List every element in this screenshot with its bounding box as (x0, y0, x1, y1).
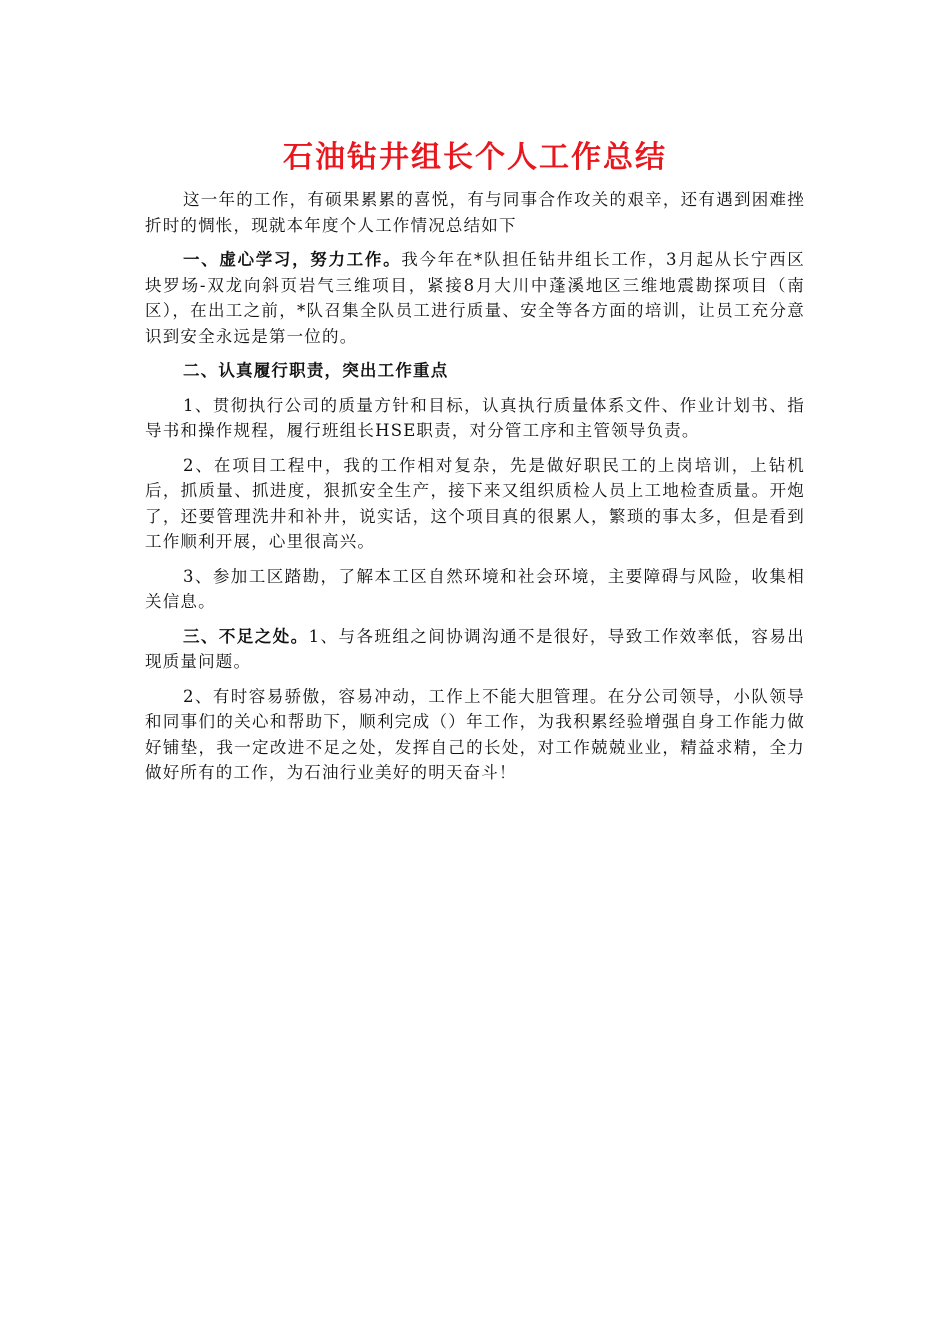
document-body (145, 187, 805, 795)
section-3-item-2: 2、有时容易骄傲，容易冲动，工作上不能大胆管理。在分公司领导，小队领导和同事们的关心和帮助下，顺利完成（）年工作，为我积累经验增强自身工作能力做好铺垫，我一定改进不足之处，发挥自己的长处，对工作兢兢业业，精益求精，全力做好所有的工作，为石油行业美好的明天奋斗！ (145, 686, 805, 782)
section-3-paragraph (145, 624, 805, 675)
document-title: 石油钻井组长个人工作总结 (283, 140, 667, 175)
section-2-item-2: 2、在项目工程中，我的工作相对复杂，先是做好职民工的上岗培训，上钻机后，抓质量、抓进度，狠抓安全生产，接下来又组织质检人员上工地检查质量。开炮了，还要管理洗井和补井，说实话，这个项目真的很累人，繁琐的事太多，但是看到工作顺利开展，心里很高兴。 (145, 455, 805, 551)
section-3-heading: 三、不足之处。 (182, 626, 309, 646)
section-3-item-1: 1、与各班组之间协调沟通不是很好，导致工作效率低，容易出现质量问题。 (145, 626, 805, 671)
section-1-paragraph (145, 247, 805, 349)
section-2-item-3: 3、参加工区踏勘，了解本工区自然环境和社会环境，主要障碍与风险，收集相关信息。 (145, 566, 805, 611)
intro-paragraph: 这一年的工作，有硕果累累的喜悦，有与同事合作攻关的艰辛，还有遇到困难挫折时的惆怅，现就本年度个人工作情况总结如下 (145, 190, 805, 235)
section-2-item-1: 1、贯彻执行公司的质量方针和目标，认真执行质量体系文件、作业计划书、指导书和操作规程，履行班组长HSE职责，对分管工序和主管领导负责。 (145, 395, 805, 440)
section-1-text: 我今年在*队担任钻井组长工作，3月起从长宁西区块罗场-双龙向斜页岩气三维项目，紧接8月大川中蓬溪地区三维地震勘探项目（南区），在出工之前，*队召集全队员工进行质量、安全等各方面的培训，让员工充分意识到安全永远是第一位的。 (145, 250, 805, 346)
section-1-heading: 一、虚心学习，努力工作。 (182, 250, 402, 269)
section-2-heading: 二、认真履行职责，突出工作重点 (182, 361, 449, 380)
